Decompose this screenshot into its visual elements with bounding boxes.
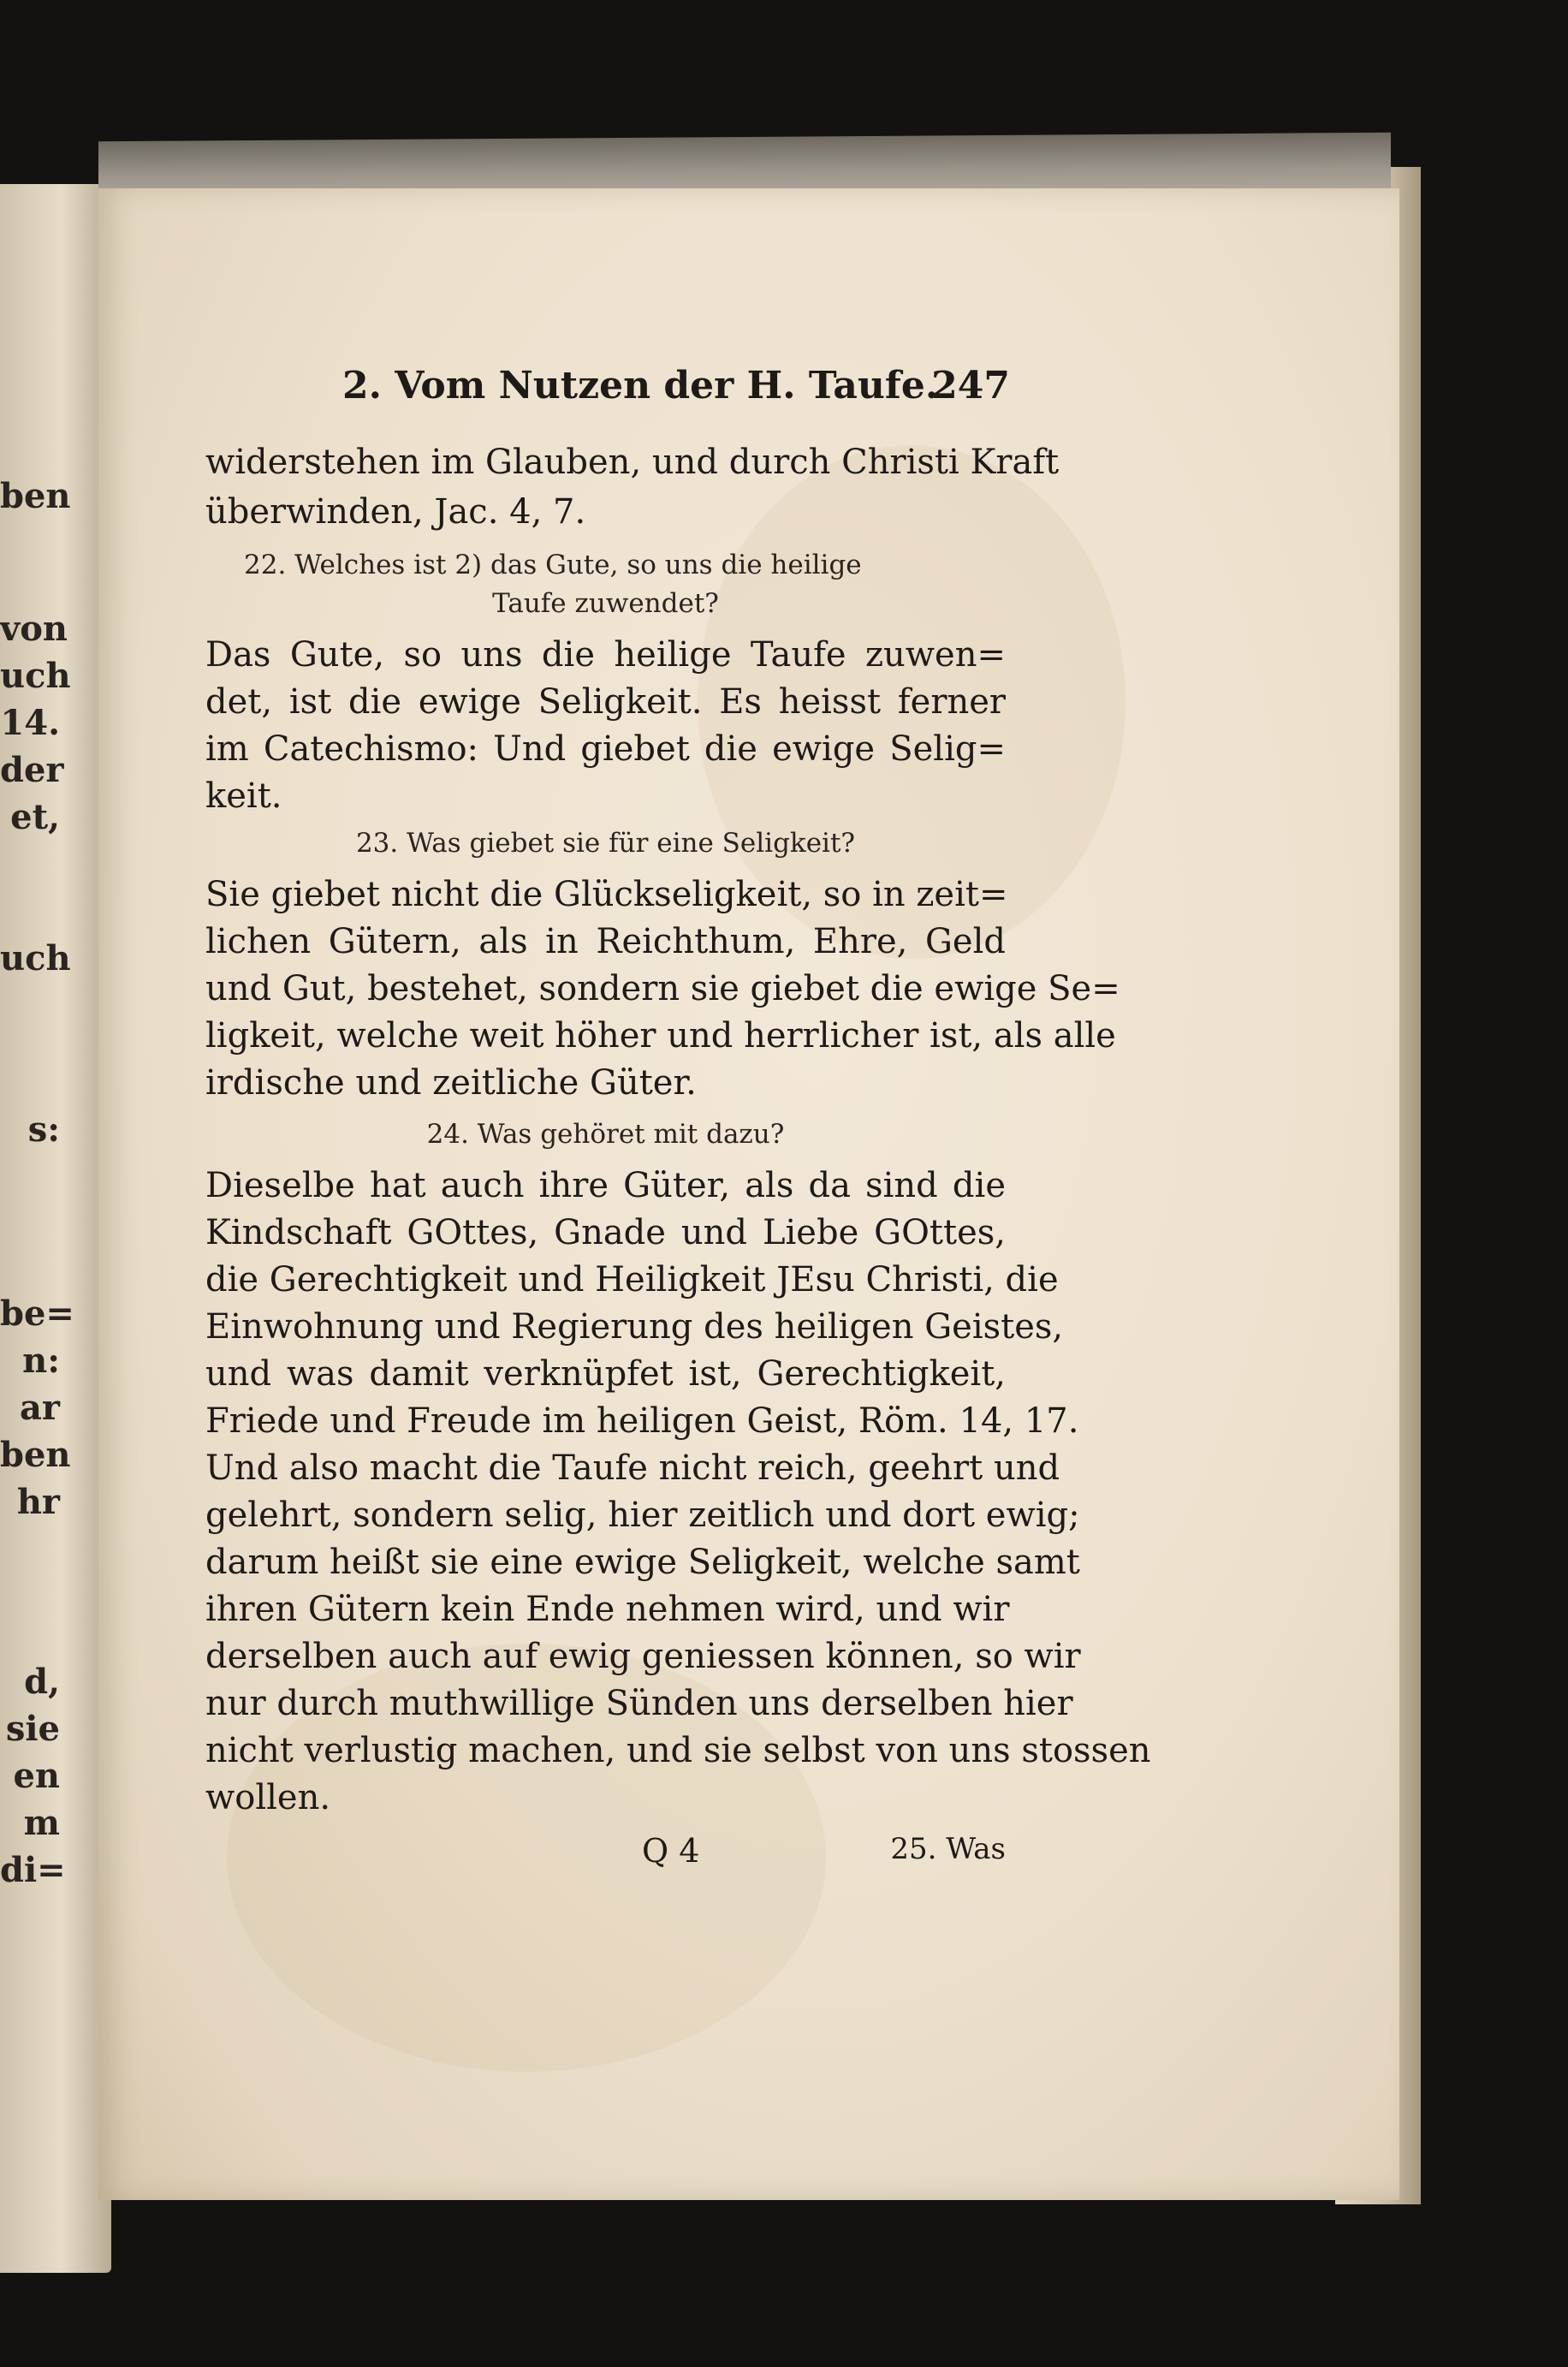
fragment: hr [16,1482,60,1522]
text-line: det, ist die ewige Seligkeit. Es heisst ferner [205,682,1006,722]
fragment: s: [27,1109,60,1150]
text-line: Einwohnung und Regierung des heiligen Geistes, [205,1307,1064,1347]
text-line: widerstehen im Glauben, und durch Christi Kraft [205,443,1060,482]
question-line: Taufe zuwendet? [492,588,719,619]
catchword: 25. Was [890,1832,1006,1866]
text-line: irdische und zeitliche Güter. [205,1063,697,1103]
running-header [342,364,1010,424]
text-line: wollen. [205,1778,331,1817]
text-line: ligkeit, welche weit höher und herrlicher ist, als alle [205,1016,1116,1056]
fragment: der [0,750,64,790]
text-line: und was damit verknüpfet ist, Gerechtigkeit, [205,1354,1006,1394]
text-line: Das Gute, so uns die heilige Taufe zuwen= [205,635,1006,675]
running-title: 2. Vom Nutzen der H. Taufe. [342,364,939,407]
fragment: en [13,1756,60,1796]
page-footer [205,1832,1006,1883]
text-line: ihren Gütern kein Ende nehmen wird, und wir [205,1590,1010,1629]
text-line: Sie giebet nicht die Glückseligkeit, so in zeit= [205,875,1008,914]
text-line: im Catechismo: Und giebet die ewige Selig= [205,729,1006,769]
page-number: 247 [931,364,1010,407]
fragment: ben [0,1435,71,1475]
fragment: m [23,1803,60,1843]
fragment: be= [0,1294,74,1334]
facing-page-text-fragments [0,184,74,2273]
text-line: darum heißt sie eine ewige Seligkeit, welche samt [205,1543,1080,1582]
text-line: keit. [205,776,282,816]
fragment: d, [24,1662,60,1702]
text-line: gelehrt, sondern selig, hier zeitlich und dort ewig; [205,1496,1080,1535]
text-line: überwinden, Jac. 4, 7. [205,492,586,532]
text-line: nicht verlustig machen, und sie selbst von uns stossen [205,1731,1151,1770]
fragment: ben [0,476,71,516]
text-line: lichen Gütern, als in Reichthum, Ehre, Geld [205,922,1006,961]
facing-page-left [0,184,111,2273]
fragment: sie [5,1709,60,1749]
fragment: 14. [0,703,60,743]
text-line: und Gut, bestehet, sondern sie giebet die ewige Se= [205,969,1120,1008]
question-line: 22. Welches ist 2) das Gute, so uns die heilige [244,550,862,580]
text-line: Kindschaft GOttes, Gnade und Liebe GOttes, [205,1213,1006,1252]
text-line: Dieselbe hat auch ihre Güter, als da sind die [205,1166,1006,1205]
fragment: di= [0,1850,66,1890]
fragment: et, [10,797,60,837]
fragment: n: [22,1341,60,1381]
fragment: von [0,609,68,649]
text-line: Und also macht die Taufe nicht reich, geehrt und [205,1448,1060,1488]
text-line: derselben auch auf ewig geniessen können, so wir [205,1637,1081,1676]
fragment: uch [0,938,71,978]
text-line: nur durch muthwillige Sünden uns derselben hier [205,1684,1073,1723]
question-line: 23. Was giebet sie für eine Seligkeit? [355,828,856,859]
text-line: Friede und Freude im heiligen Geist, Röm. 14, 17. [205,1401,1079,1441]
fragment: ar [20,1388,60,1428]
signature-mark: Q 4 [642,1832,700,1870]
text-line: die Gerechtigkeit und Heiligkeit JEsu Christi, die [205,1260,1059,1299]
fragment: uch [0,656,71,696]
question-line: 24. Was gehöret mit dazu? [426,1119,785,1150]
